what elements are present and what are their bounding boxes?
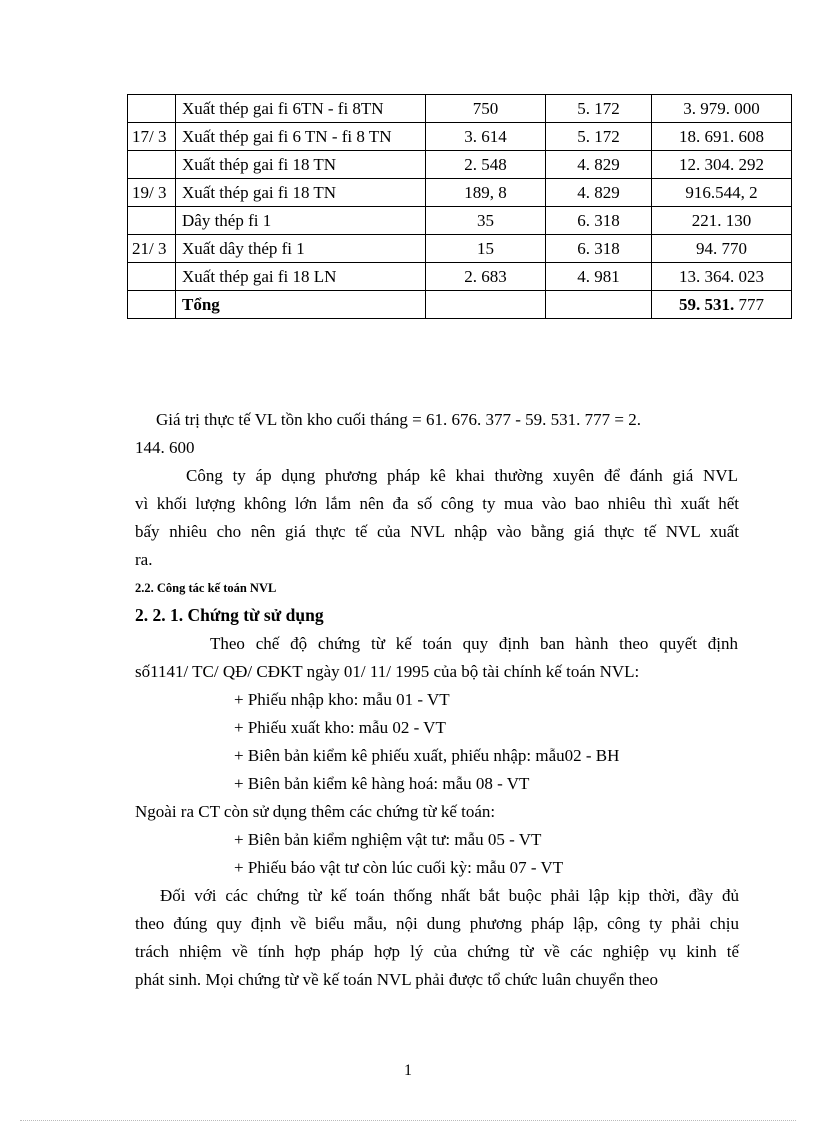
unit-price-cell: 4. 829 <box>546 179 652 207</box>
amount-cell: 18. 691. 608 <box>652 123 792 151</box>
table-row <box>128 179 792 207</box>
date-cell: 21/ 3 <box>128 235 176 263</box>
quantity-cell: 35 <box>426 207 546 235</box>
table-row <box>128 123 792 151</box>
table-row <box>128 207 792 235</box>
paragraph-line: trách nhiệm về tính hợp pháp hợp lý của chứng từ về các nghiệp vụ kinh tế <box>135 942 739 961</box>
materials-table <box>127 94 792 319</box>
total-amount-bold: 59. 531. <box>679 295 735 314</box>
unit-price-cell: 6. 318 <box>546 235 652 263</box>
quantity-cell: 2. 548 <box>426 151 546 179</box>
description-cell: Xuất thép gai fi 6 TN - fi 8 TN <box>176 123 426 151</box>
date-cell <box>128 151 176 179</box>
unit-price-cell: 5. 172 <box>546 123 652 151</box>
table-row <box>128 95 792 123</box>
description-cell: Xuất dây thép fi 1 <box>176 235 426 263</box>
document-list-item: + Biên bản kiểm kê hàng hoá: mẫu 08 - VT <box>234 774 530 793</box>
table-row <box>128 151 792 179</box>
unit-price-cell: 6. 318 <box>546 207 652 235</box>
page-number: 1 <box>404 1062 412 1079</box>
date-cell <box>128 291 176 319</box>
unit-price-cell: 4. 829 <box>546 151 652 179</box>
amount-cell: 12. 304. 292 <box>652 151 792 179</box>
description-cell: Xuất thép gai fi 6TN - fi 8TN <box>176 95 426 123</box>
description-cell: Xuất thép gai fi 18 TN <box>176 179 426 207</box>
document-list-item: + Phiếu xuất kho: mẫu 02 - VT <box>234 718 446 737</box>
total-amount-rest: 777 <box>734 295 764 314</box>
quantity-cell: 189, 8 <box>426 179 546 207</box>
unit-price-cell: 4. 981 <box>546 263 652 291</box>
section-heading: 2. 2. 1. Chứng từ sử dụng <box>135 605 324 625</box>
document-list-item: + Phiếu nhập kho: mẫu 01 - VT <box>234 690 450 709</box>
date-cell: 19/ 3 <box>128 179 176 207</box>
paragraph-line: theo đúng quy định về biểu mẫu, nội dung phương pháp lập, công ty phải chịu <box>135 914 739 933</box>
total-label: Tổng <box>176 291 426 319</box>
quantity-cell <box>426 291 546 319</box>
document-list-item: + Biên bản kiểm kê phiếu xuất, phiếu nhập: mẫu02 - BH <box>234 746 620 765</box>
date-cell <box>128 95 176 123</box>
unit-price-cell <box>546 291 652 319</box>
document-list-item: + Phiếu báo vật tư còn lúc cuối kỳ: mẫu 07 - VT <box>234 858 564 877</box>
quantity-cell: 15 <box>426 235 546 263</box>
document-list-item: + Biên bản kiểm nghiệm vật tư: mẫu 05 - VT <box>234 830 542 849</box>
paragraph-line: Công ty áp dụng phương pháp kê khai thường xuyên để đánh giá NVL <box>186 466 738 485</box>
description-cell: Xuất thép gai fi 18 LN <box>176 263 426 291</box>
ending-inventory-line: Giá trị thực tế VL tồn kho cuối tháng = 61. 676. 377 - 59. 531. 777 = 2. <box>156 410 641 429</box>
subsection-heading: 2.2. Công tác kế toán NVL <box>135 581 277 595</box>
page-footer-divider <box>20 1120 796 1121</box>
date-cell <box>128 263 176 291</box>
amount-cell: 3. 979. 000 <box>652 95 792 123</box>
paragraph-line: ra. <box>135 550 153 569</box>
quantity-cell: 750 <box>426 95 546 123</box>
amount-cell: 916.544, 2 <box>652 179 792 207</box>
amount-cell: 221. 130 <box>652 207 792 235</box>
paragraph-line: vì khối lượng không lớn lắm nên đa số công ty mua vào bao nhiêu thì xuất hết <box>135 494 739 513</box>
paragraph-line: bấy nhiêu cho nên giá thực tế của NVL nhập vào bằng giá thực tế NVL xuất <box>135 522 739 541</box>
paragraph-line: phát sinh. Mọi chứng từ về kế toán NVL phải được tổ chức luân chuyển theo <box>135 970 658 989</box>
paragraph-line: Ngoài ra CT còn sử dụng thêm các chứng từ kế toán: <box>135 802 496 821</box>
paragraph-line: số1141/ TC/ QĐ/ CĐKT ngày 01/ 11/ 1995 của bộ tài chính kế toán NVL: <box>135 662 640 681</box>
quantity-cell: 2. 683 <box>426 263 546 291</box>
paragraph-line: Đối với các chứng từ kế toán thống nhất bắt buộc phải lập kịp thời, đầy đủ <box>160 886 739 905</box>
ending-inventory-line-cont: 144. 600 <box>135 438 195 457</box>
amount-cell: 13. 364. 023 <box>652 263 792 291</box>
amount-cell: 94. 770 <box>652 235 792 263</box>
description-cell: Dây thép fi 1 <box>176 207 426 235</box>
unit-price-cell: 5. 172 <box>546 95 652 123</box>
total-row <box>128 291 792 319</box>
total-amount <box>652 291 792 319</box>
paragraph-line: Theo chế độ chứng từ kế toán quy định ban hành theo quyết định <box>210 634 738 653</box>
table-row <box>128 235 792 263</box>
quantity-cell: 3. 614 <box>426 123 546 151</box>
description-cell: Xuất thép gai fi 18 TN <box>176 151 426 179</box>
table-row <box>128 263 792 291</box>
date-cell: 17/ 3 <box>128 123 176 151</box>
date-cell <box>128 207 176 235</box>
